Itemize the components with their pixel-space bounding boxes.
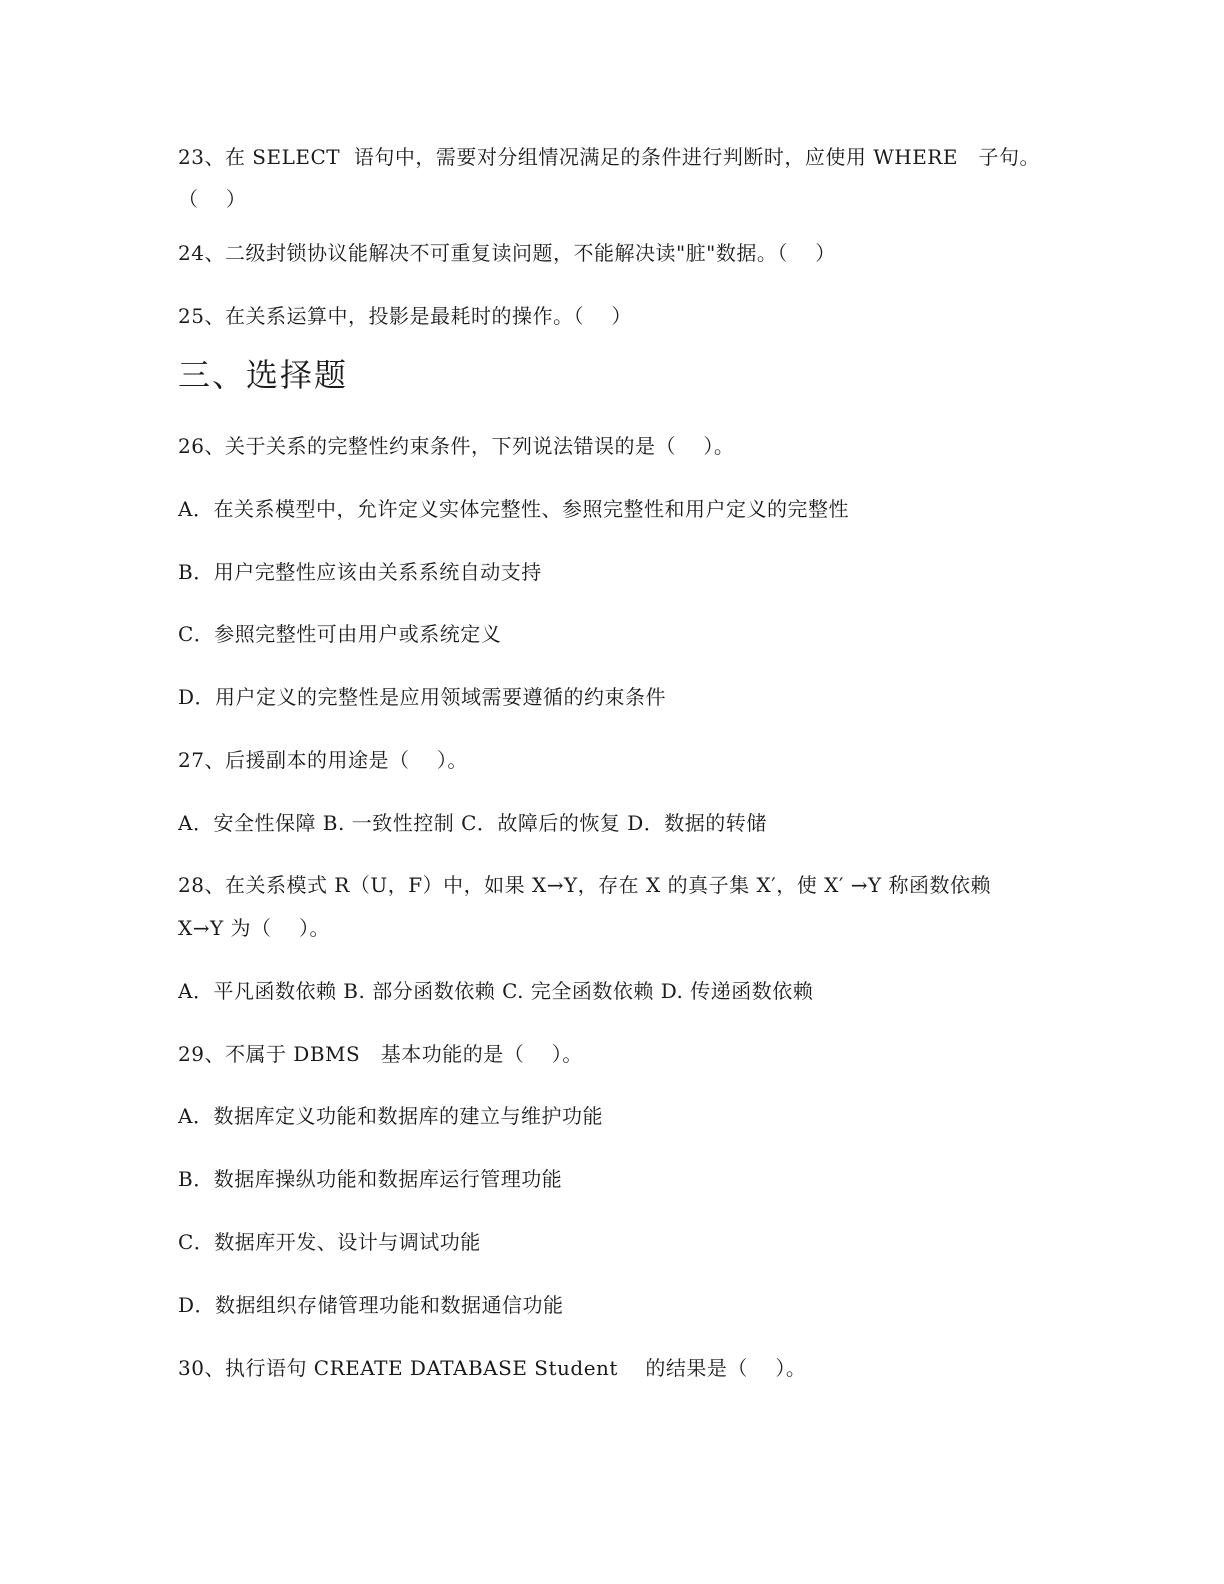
question-27-options: A．安全性保障 B. 一致性控制 C．故障后的恢复 D．数据的转储	[178, 811, 767, 835]
question-29-stem: 29、不属于 DBMS 基本功能的是（ ）。	[178, 1042, 583, 1066]
question-27-stem: 27、后援副本的用途是（ ）。	[178, 748, 468, 772]
question-26-stem: 26、关于关系的完整性约束条件，下列说法错误的是（ ）。	[178, 434, 735, 458]
question-30-stem: 30、执行语句 CREATE DATABASE Student 的结果是（ ）。	[178, 1356, 807, 1380]
section-heading: 三、选择题	[178, 356, 349, 394]
question-28-options: A．平凡函数依赖 B. 部分函数依赖 C. 完全函数依赖 D. 传递函数依赖	[178, 979, 814, 1003]
question-29-option-b: B．数据库操纵功能和数据库运行管理功能	[178, 1167, 563, 1191]
question-26-option-d: D．用户定义的完整性是应用领域需要遵循的约束条件	[178, 685, 667, 709]
question-29-option-d: D．数据组织存储管理功能和数据通信功能	[178, 1293, 564, 1317]
question-26-option-b: B．用户完整性应该由关系系统自动支持	[178, 560, 542, 584]
question-29-option-c: C．数据库开发、设计与调试功能	[178, 1230, 481, 1254]
question-23-line-1: 23、在 SELECT 语句中，需要对分组情况满足的条件进行判断时，应使用 WHERE 子句。	[178, 145, 1041, 169]
question-26-option-c: C．参照完整性可由用户或系统定义	[178, 622, 502, 646]
question-24: 24、二级封锁协议能解决不可重复读问题，不能解决读"脏"数据。（ ）	[178, 241, 836, 265]
question-26-option-a: A．在关系模型中，允许定义实体完整性、参照完整性和用户定义的完整性	[178, 497, 849, 521]
question-28-stem-line-1: 28、在关系模式 R（U，F）中，如果 X→Y，存在 X 的真子集 X′，使 X′ →Y 称函数依赖	[178, 873, 992, 897]
question-28-stem-line-2: X→Y 为（ ）。	[178, 916, 330, 940]
question-29-option-a: A．数据库定义功能和数据库的建立与维护功能	[178, 1104, 603, 1128]
question-23-line-2: （ ）	[178, 187, 247, 211]
question-25: 25、在关系运算中，投影是最耗时的操作。（ ）	[178, 304, 632, 328]
